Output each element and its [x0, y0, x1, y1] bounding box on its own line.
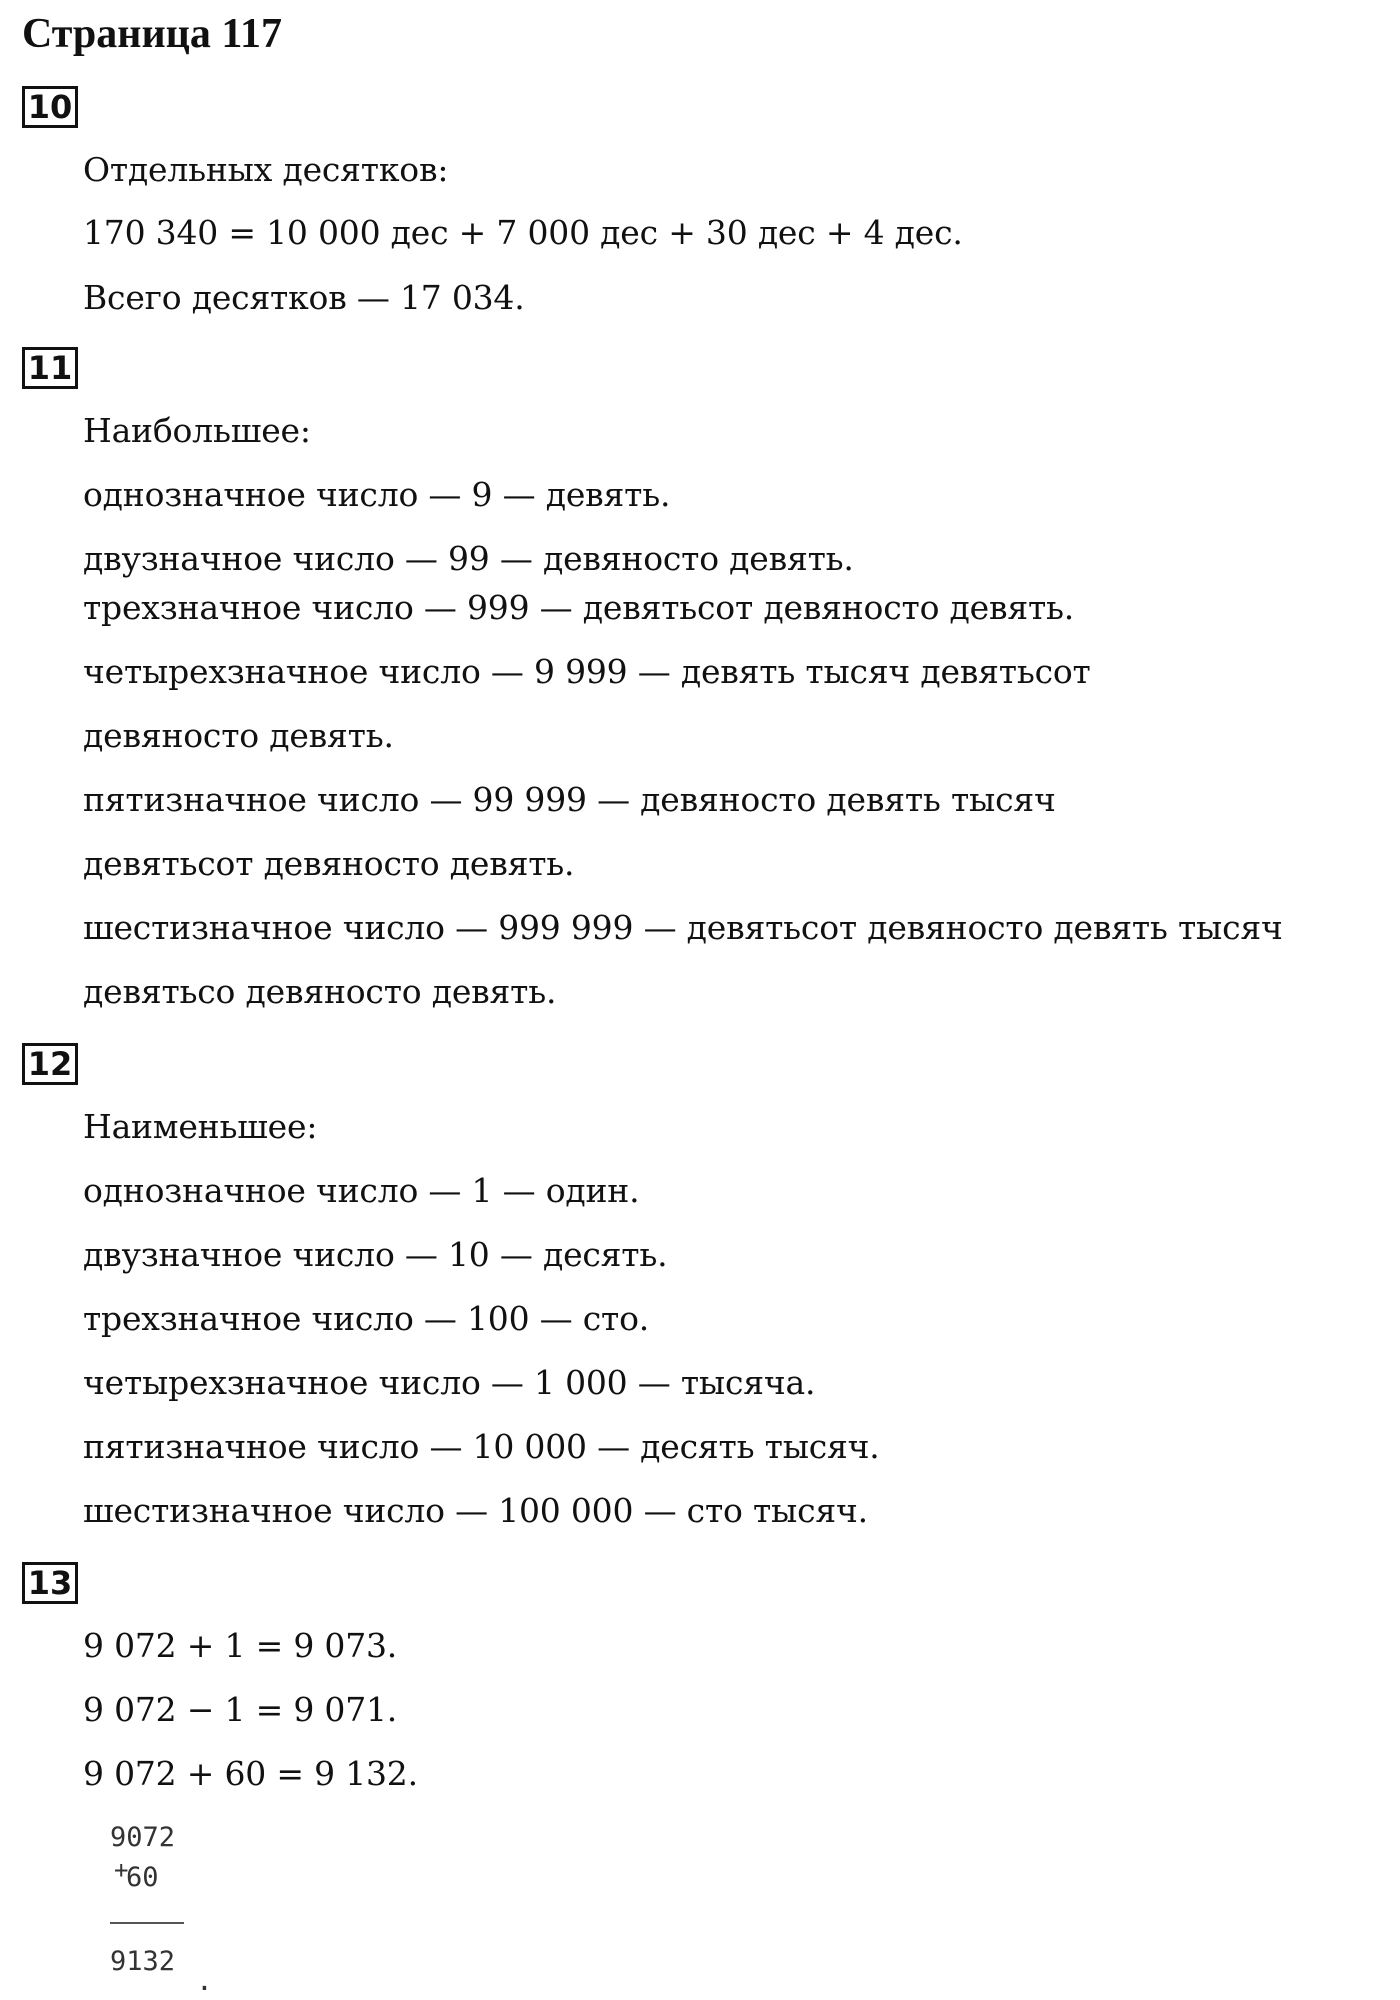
task-12-line-7: шестизначное число — 100 000 — сто тысяч. — [83, 1491, 868, 1530]
task-number-13: 13 — [22, 1562, 78, 1604]
task-13-line-2: 9 072 − 1 = 9 071. — [83, 1690, 398, 1729]
task-10-line-1: Отдельных десятков: — [83, 150, 449, 189]
task-11-line-2: однозначное число — 9 — девять. — [83, 475, 671, 514]
task-13-line-1: 9 072 + 1 = 9 073. — [83, 1626, 398, 1665]
task-10-line-2: 170 340 = 10 000 дес + 7 000 дес + 30 дес + 4 дес. — [83, 213, 963, 252]
task-number-10: 10 — [22, 86, 78, 128]
task-12-line-5: четырехзначное число — 1 000 — тысяча. — [83, 1363, 816, 1402]
task-12-line-2: однозначное число — 1 — один. — [83, 1171, 640, 1210]
task-11-line-7: пятизначное число — 99 999 — девяносто девять тысяч — [83, 780, 1056, 819]
task-number-11: 11 — [22, 347, 78, 389]
task-11-line-8: девятьсот девяносто девять. — [83, 844, 575, 883]
task-11-line-4: трехзначное число — 999 — девятьсот девяносто девять. — [83, 588, 1075, 627]
column-addend-1: 9072 — [110, 1822, 176, 1853]
task-11-line-1: Наибольшее: — [83, 411, 311, 450]
column-trailing-dot: . — [196, 1964, 213, 1997]
column-addend-2: 60 — [126, 1862, 159, 1893]
task-number-12: 12 — [22, 1043, 78, 1085]
task-11-line-10: девятьсо девяносто девять. — [83, 972, 557, 1011]
task-10-line-3: Всего десятков — 17 034. — [83, 278, 525, 317]
column-sum: 9132 — [110, 1946, 176, 1977]
task-12-line-4: трехзначное число — 100 — сто. — [83, 1299, 650, 1338]
task-11-line-3: двузначное число — 99 — девяносто девять. — [83, 539, 854, 578]
task-13-line-3: 9 072 + 60 = 9 132. — [83, 1754, 418, 1793]
task-11-line-9: шестизначное число — 999 999 — девятьсот девяносто девять тысяч — [83, 908, 1283, 947]
task-11-line-6: девяносто девять. — [83, 716, 394, 755]
task-12-line-3: двузначное число — 10 — десять. — [83, 1235, 668, 1274]
task-12-line-6: пятизначное число — 10 000 — десять тысяч. — [83, 1427, 880, 1466]
column-sum-line — [110, 1922, 184, 1924]
column-addition — [100, 1822, 213, 1997]
column-plus-sign: + — [114, 1856, 129, 1884]
task-11-line-5: четырехзначное число — 9 999 — девять тысяч девятьсот — [83, 652, 1091, 691]
task-12-line-1: Наименьшее: — [83, 1107, 318, 1146]
page-title: Страница 117 — [22, 11, 283, 57]
